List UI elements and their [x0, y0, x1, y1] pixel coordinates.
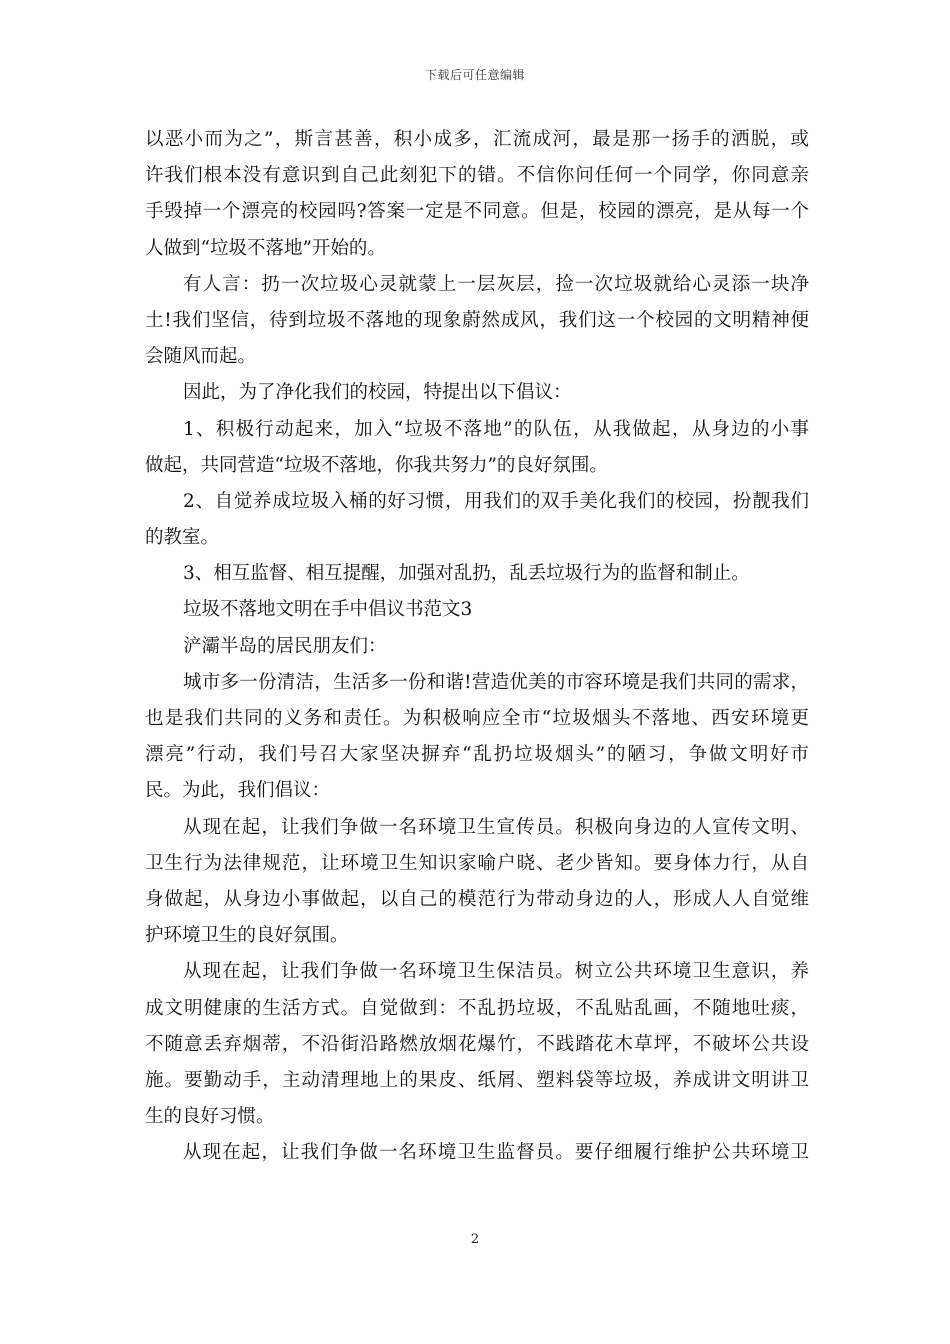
- section-heading: 垃圾不落地文明在手中倡议书范文3: [183, 599, 473, 621]
- body-line: 生的良好习惯。: [145, 1106, 275, 1128]
- body-line: 手毁掉一个漂亮的校园吗?答案一定是不同意。但是，校园的漂亮，是从每一个: [145, 201, 809, 223]
- body-line: 许我们根本没有意识到自己此刻犯下的错。不信你问任何一个同学，你同意亲: [145, 165, 809, 187]
- body-line: 不随意丢弃烟蒂，不沿街沿路燃放烟花爆竹，不践踏花木草坪，不破坏公共设: [145, 1033, 809, 1055]
- body-line: 也是我们共同的义务和责任。为积极响应全市“垃圾烟头不落地、西安环境更: [145, 708, 809, 729]
- body-line: 会随风而起。: [145, 346, 257, 368]
- body-line: 城市多一份清洁，生活多一份和谐!营造优美的市容环境是我们共同的需求，: [183, 671, 809, 693]
- body-line: 3、相互监督、相互提醒，加强对乱扔，乱丢垃圾行为的监督和制止。: [183, 563, 750, 585]
- body-line: 做起，共同营造“垃圾不落地，你我共努力”的良好氛围。: [145, 454, 608, 476]
- body-line: 以恶小而为之”，斯言甚善，积小成多，汇流成河，最是那一扬手的洒脱，或: [145, 129, 809, 150]
- body-line: 成文明健康的生活方式。自觉做到：不乱扔垃圾，不乱贴乱画，不随地吐痰，: [145, 997, 809, 1019]
- body-line: 卫生行为法律规范，让环境卫生知识家喻户晓、老少皆知。要身体力行，从自: [145, 852, 809, 874]
- page-header: 下载后可任意编辑: [424, 68, 525, 82]
- body-line: 1、积极行动起来，加入“垃圾不落地”的队伍，从我做起，从身边的小事: [183, 418, 809, 440]
- body-line: 2、自觉养成垃圾入桶的好习惯，用我们的双手美化我们的校园，扮靓我们: [183, 490, 809, 512]
- body-line: 护环境卫生的良好氛围。: [145, 925, 349, 947]
- body-line: 从现在起，让我们争做一名环境卫生宣传员。积极向身边的人宣传文明、: [183, 816, 809, 838]
- document-body: [145, 122, 809, 1171]
- body-line: 人做到“垃圾不落地”开始的。: [145, 237, 386, 259]
- body-line: 身做起，从身边小事做起，以自己的模范行为带动身边的人，形成人人自觉维: [145, 888, 809, 910]
- body-line: 民。为此，我们倡议：: [145, 780, 331, 802]
- body-line: 施。要勤动手，主动清理地上的果皮、纸屑、塑料袋等垃圾，养成讲文明讲卫: [145, 1069, 809, 1091]
- body-line: 从现在起，让我们争做一名环境卫生保洁员。树立公共环境卫生意识，养: [183, 961, 809, 983]
- body-line: 从现在起，让我们争做一名环境卫生监督员。要仔细履行维护公共环境卫: [183, 1142, 809, 1164]
- body-line: 土!我们坚信，待到垃圾不落地的现象蔚然成风，我们这一个校园的文明精神便: [145, 309, 809, 331]
- body-line: 的教室。: [145, 527, 220, 549]
- body-line: 漂亮”行动，我们号召大家坚决摒弃“乱扔垃圾烟头”的陋习，争做文明好市: [145, 744, 809, 766]
- body-line: 因此，为了净化我们的校园，特提出以下倡议：: [183, 382, 572, 404]
- salutation: 浐灞半岛的居民朋友们：: [183, 635, 387, 657]
- body-line: 有人言：扔一次垃圾心灵就蒙上一层灰层，捡一次垃圾就给心灵添一块净: [183, 273, 809, 295]
- page-number: 2: [470, 1232, 480, 1247]
